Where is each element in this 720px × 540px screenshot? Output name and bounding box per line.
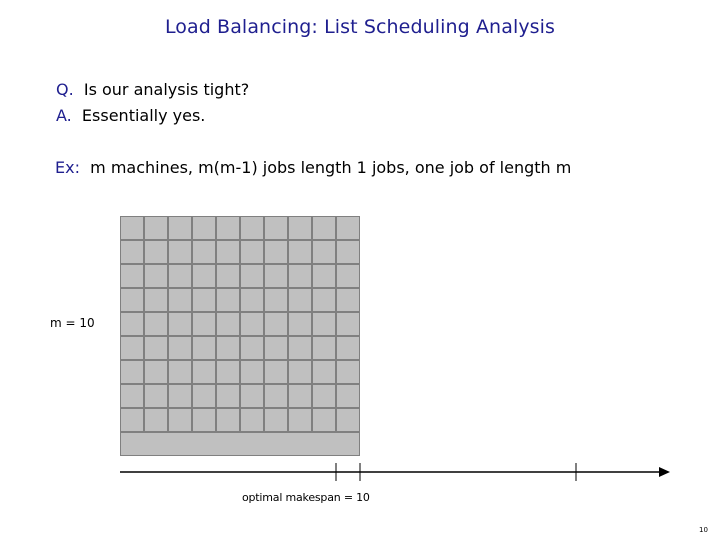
long-job-bar bbox=[120, 432, 360, 456]
unit-job-cell bbox=[240, 264, 264, 288]
unit-job-cell bbox=[312, 360, 336, 384]
unit-job-cell bbox=[264, 216, 288, 240]
unit-job-cell bbox=[168, 264, 192, 288]
unit-job-cell bbox=[240, 408, 264, 432]
unit-job-cell bbox=[168, 240, 192, 264]
unit-job-cell bbox=[192, 408, 216, 432]
unit-job-cell bbox=[336, 288, 360, 312]
unit-job-cell bbox=[264, 408, 288, 432]
unit-job-cell bbox=[168, 216, 192, 240]
unit-job-cell bbox=[336, 240, 360, 264]
unit-job-cell bbox=[336, 384, 360, 408]
unit-job-cell bbox=[192, 312, 216, 336]
answer-line bbox=[56, 106, 205, 125]
unit-job-cell bbox=[144, 216, 168, 240]
unit-job-cell bbox=[240, 336, 264, 360]
unit-job-cell bbox=[144, 384, 168, 408]
unit-job-cell bbox=[312, 288, 336, 312]
unit-job-cell bbox=[120, 240, 144, 264]
unit-job-cell bbox=[312, 312, 336, 336]
unit-job-cell bbox=[264, 264, 288, 288]
question-line bbox=[56, 80, 249, 99]
axis-arrowhead bbox=[659, 467, 670, 477]
unit-job-cell bbox=[144, 336, 168, 360]
unit-job-cell bbox=[336, 408, 360, 432]
unit-job-cell bbox=[144, 264, 168, 288]
unit-job-cell bbox=[312, 240, 336, 264]
unit-job-cell bbox=[120, 264, 144, 288]
unit-job-cell bbox=[216, 360, 240, 384]
unit-job-cell bbox=[144, 408, 168, 432]
answer-text: Essentially yes. bbox=[81, 106, 206, 125]
optimal-makespan-label: optimal makespan = 10 bbox=[242, 491, 370, 504]
unit-job-cell bbox=[312, 384, 336, 408]
unit-job-cell bbox=[240, 288, 264, 312]
unit-job-cell bbox=[288, 288, 312, 312]
unit-job-cell bbox=[288, 240, 312, 264]
unit-job-cell bbox=[216, 264, 240, 288]
unit-job-cell bbox=[288, 408, 312, 432]
unit-job-cell bbox=[168, 408, 192, 432]
unit-job-cell bbox=[264, 288, 288, 312]
unit-job-cell bbox=[120, 408, 144, 432]
unit-job-cell bbox=[312, 216, 336, 240]
unit-job-cell bbox=[216, 240, 240, 264]
unit-job-cell bbox=[336, 312, 360, 336]
slide-title: Load Balancing: List Scheduling Analysis bbox=[164, 16, 556, 38]
example-text: m machines, m(m-1) jobs length 1 jobs, one job of length m bbox=[90, 158, 572, 177]
unit-job-cell bbox=[168, 288, 192, 312]
time-axis bbox=[110, 455, 682, 485]
unit-job-cell bbox=[144, 288, 168, 312]
unit-job-cell bbox=[168, 384, 192, 408]
unit-job-cell bbox=[288, 312, 312, 336]
unit-job-cell bbox=[192, 360, 216, 384]
unit-job-cell bbox=[216, 408, 240, 432]
question-prefix: Q. bbox=[56, 80, 74, 99]
unit-job-cell bbox=[168, 360, 192, 384]
example-line bbox=[55, 158, 571, 177]
unit-job-cell bbox=[312, 264, 336, 288]
unit-job-cell bbox=[240, 216, 264, 240]
unit-job-cell bbox=[240, 360, 264, 384]
unit-job-cell bbox=[288, 336, 312, 360]
unit-job-cell bbox=[144, 240, 168, 264]
unit-job-cell bbox=[120, 288, 144, 312]
unit-job-cell bbox=[192, 336, 216, 360]
unit-job-cell bbox=[120, 336, 144, 360]
unit-job-cell bbox=[240, 384, 264, 408]
unit-job-cell bbox=[216, 312, 240, 336]
unit-job-cell bbox=[240, 240, 264, 264]
unit-job-cell bbox=[312, 408, 336, 432]
unit-job-cell bbox=[288, 216, 312, 240]
unit-job-cell bbox=[312, 336, 336, 360]
unit-job-cell bbox=[192, 384, 216, 408]
unit-job-cell bbox=[336, 336, 360, 360]
unit-job-cell bbox=[264, 336, 288, 360]
unit-job-cell bbox=[192, 264, 216, 288]
unit-job-cell bbox=[168, 312, 192, 336]
unit-job-cell bbox=[216, 336, 240, 360]
example-prefix: Ex: bbox=[55, 158, 80, 177]
unit-job-cell bbox=[192, 240, 216, 264]
unit-job-cell bbox=[144, 312, 168, 336]
unit-job-cell bbox=[240, 312, 264, 336]
unit-job-cell bbox=[144, 360, 168, 384]
unit-job-cell bbox=[192, 216, 216, 240]
unit-job-cell bbox=[264, 384, 288, 408]
unit-job-cell bbox=[120, 384, 144, 408]
question-text: Is our analysis tight? bbox=[83, 80, 250, 99]
unit-job-cell bbox=[264, 360, 288, 384]
page-number: 10 bbox=[699, 526, 708, 534]
unit-job-cell bbox=[216, 384, 240, 408]
schedule-grid bbox=[120, 216, 360, 456]
unit-job-cell bbox=[216, 216, 240, 240]
machines-label: m = 10 bbox=[50, 316, 95, 330]
unit-job-cell bbox=[288, 360, 312, 384]
unit-job-cell bbox=[288, 264, 312, 288]
answer-prefix: A. bbox=[56, 106, 72, 125]
unit-job-cell bbox=[192, 288, 216, 312]
unit-job-cell bbox=[336, 264, 360, 288]
unit-job-cell bbox=[120, 312, 144, 336]
unit-job-cell bbox=[264, 240, 288, 264]
unit-job-cell bbox=[288, 384, 312, 408]
unit-job-cell bbox=[168, 336, 192, 360]
unit-job-cell bbox=[120, 360, 144, 384]
unit-job-cell bbox=[120, 216, 144, 240]
unit-job-cell bbox=[336, 360, 360, 384]
unit-job-cell bbox=[216, 288, 240, 312]
unit-job-cell bbox=[336, 216, 360, 240]
unit-job-cell bbox=[264, 312, 288, 336]
